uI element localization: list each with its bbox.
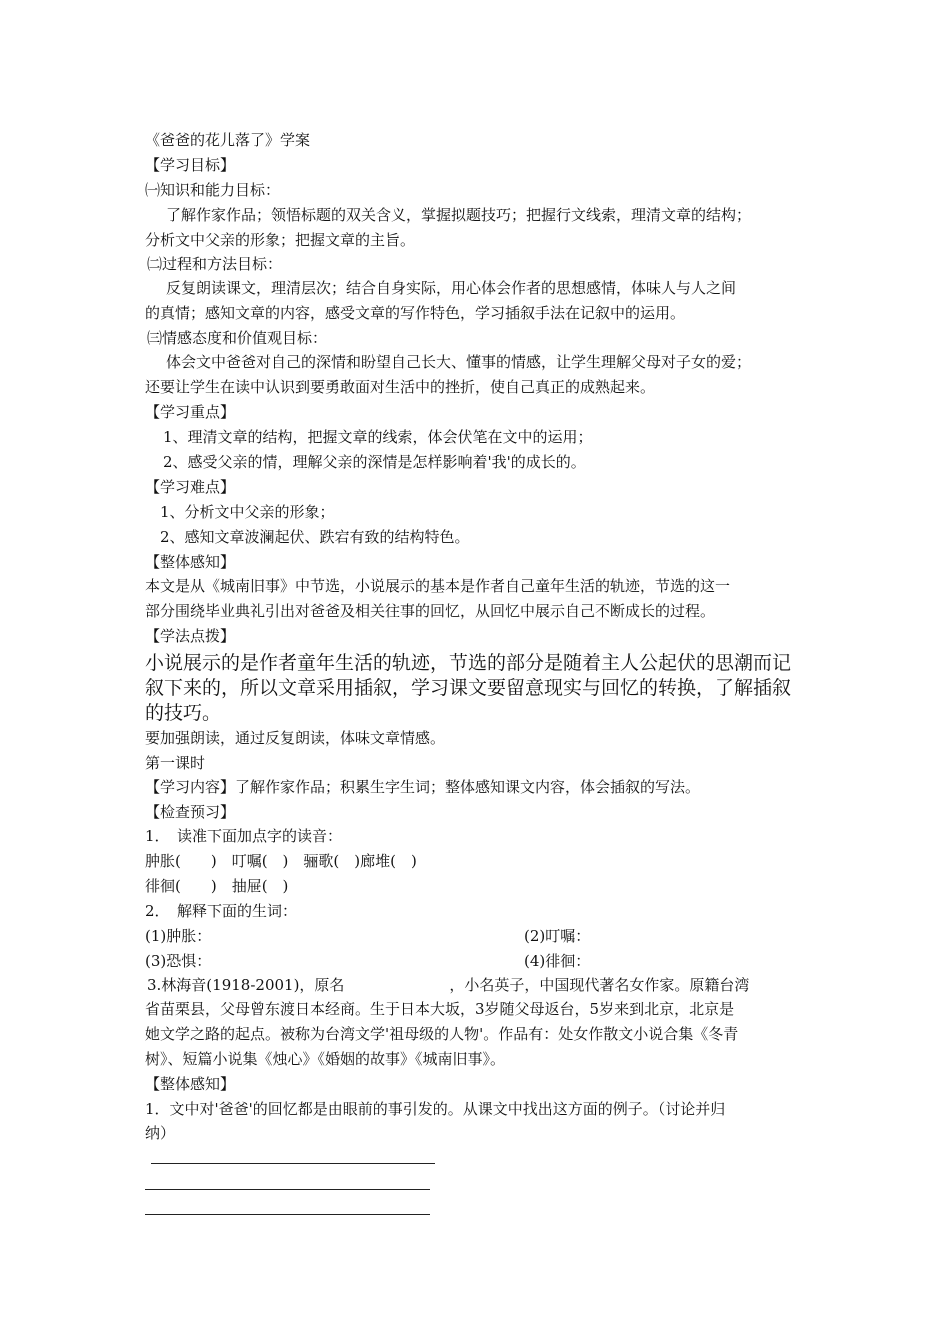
overall-heading: 【整体感知】 [145,553,236,571]
goal1-heading: ㈠知识和能力目标： [145,181,281,199]
task-line: 1．文中对'爸爸'的回忆都是由眼前的事引发的。从课文中找出这方面的例子。（讨论并归 [145,1100,726,1118]
difficulty-item: 1、分析文中父亲的形象； [160,503,335,521]
goal2-line: 的真情；感知文章的内容，感受文章的写作特色，学习插叙手法在记叙中的运用。 [145,304,686,322]
difficulty-heading: 【学习难点】 [145,478,236,496]
key-item: 2、感受父亲的情，理解父亲的深情是怎样影响着'我'的成长的。 [163,453,586,471]
vocab-item: (3)恐惧： [145,952,212,970]
goal3-line: 体会文中爸爸对自己的深情和盼望自己长大、懂事的情感，让学生理解父母对子女的爱； [166,353,752,371]
method-heading: 【学法点拨】 [145,627,236,645]
answer-line[interactable] [145,1214,430,1215]
content-line: 【学习内容】了解作家作品；积累生字生词；整体感知课文内容，体会插叙的写法。 [145,778,701,796]
method-line: 小说展示的是作者童年生活的轨迹，节选的部分是随着主人公起伏的思潮而记 [145,652,792,674]
method-line: 的技巧。 [145,702,222,724]
author-line: 3.林海音(1918-2001)，原名 ，小名英子，中国现代著名女作家。原籍台湾 [147,976,750,994]
answer-line[interactable] [145,1189,430,1190]
pinyin-row: 肿胀( ) 叮嘱( ) 骊歌( )廊堆( ) [145,852,417,870]
goal2-heading: ㈡过程和方法目标： [147,255,283,273]
goal3-heading: ㈢情感态度和价值观目标： [147,329,328,347]
goal1-line: 分析文中父亲的形象；把握文章的主旨。 [145,231,416,249]
vocab-item: (1)肿胀： [145,927,212,945]
overall-line: 本文是从《城南旧事》中节选，小说展示的基本是作者自己童年生活的轨迹，节选的这一 [145,577,731,595]
doc-title: 《爸爸的花儿落了》学案 [145,131,311,149]
preview-heading: 【检查预习】 [145,803,236,821]
author-line: 树》、短篇小说集《烛心》《婚姻的故事》《城南旧事》。 [145,1050,506,1068]
task-line: 纳） [145,1124,176,1142]
author-line: 省苗栗县，父母曾东渡日本经商。生于日本大坂，3岁随父母返台，5岁来到北京，北京是 [145,1000,735,1018]
question-1: 1． 读准下面加点字的读音： [145,827,343,845]
key-item: 1、理清文章的结构，把握文章的线索，体会伏笔在文中的运用； [163,428,593,446]
question-2: 2． 解释下面的生词： [145,902,298,920]
vocab-item: (2)叮嘱： [524,927,591,945]
pinyin-row: 徘徊( ) 抽屉( ) [145,877,289,895]
method-line: 叙下来的，所以文章采用插叙，学习课文要留意现实与回忆的转换，了解插叙 [145,677,792,699]
goal1-line: 了解作家作品；领悟标题的双关含义，掌握拟题技巧；把握行文线索，理清文章的结构； [166,206,752,224]
key-heading: 【学习重点】 [145,403,236,421]
overall-line: 部分围绕毕业典礼引出对爸爸及相关往事的回忆，从回忆中展示自己不断成长的过程。 [145,602,716,620]
goal3-line: 还要让学生在读中认识到要勇敢面对生活中的挫折，使自己真正的成熟起来。 [145,378,656,396]
goals-heading: 【学习目标】 [145,156,236,174]
goal2-line: 反复朗读课文，理清层次；结合自身实际，用心体会作者的思想感情，体味人与人之间 [166,279,737,297]
vocab-item: (4)徘徊： [524,952,591,970]
lesson-label: 第一课时 [145,754,206,772]
author-line: 她文学之路的起点。被称为台湾文学'祖母级的人物'。作品有：处女作散文小说合集《冬青 [145,1025,739,1043]
difficulty-item: 2、感知文章波澜起伏、跌宕有致的结构特色。 [160,528,470,546]
answer-line[interactable] [151,1163,435,1164]
overall2-heading: 【整体感知】 [145,1075,236,1093]
method-line: 要加强朗读，通过反复朗读，体味文章情感。 [145,729,446,747]
